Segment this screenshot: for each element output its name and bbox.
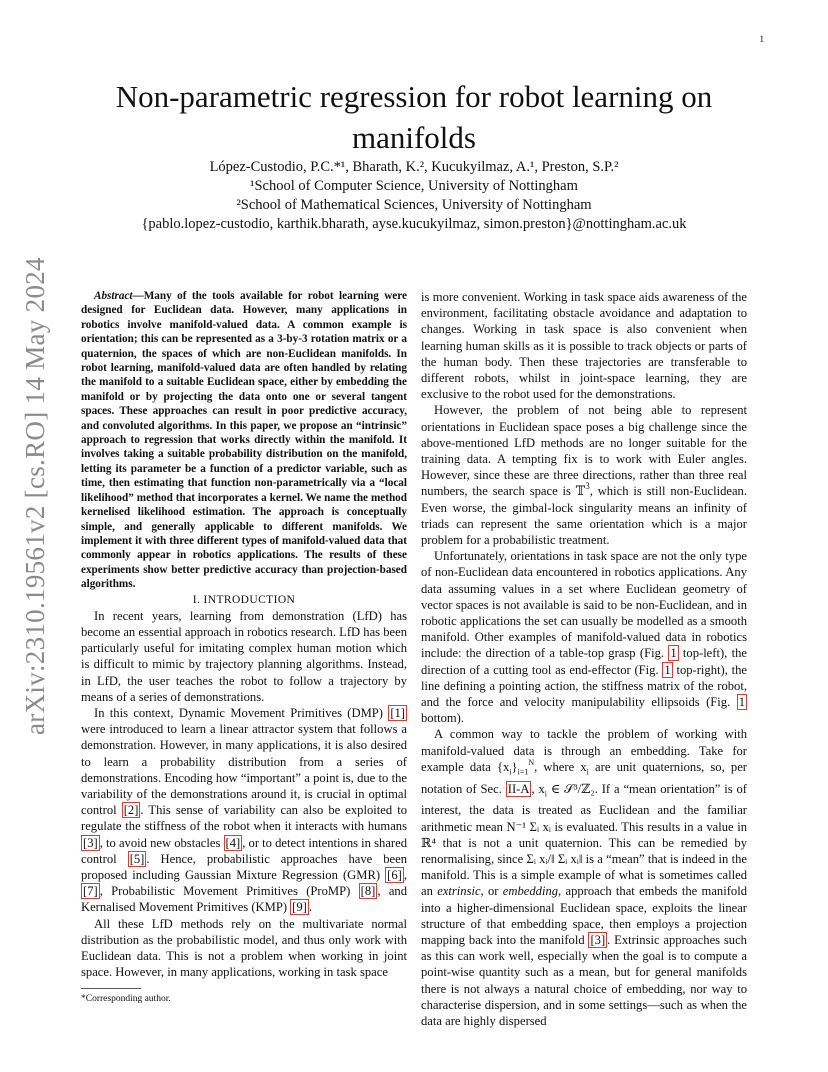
title-line-2: manifolds (352, 120, 476, 155)
citation-link[interactable]: [6] (387, 867, 402, 882)
figure-link[interactable]: 1 (738, 695, 745, 710)
text-run: , and Kernalised Movement Primitives (KMP) (81, 884, 408, 915)
affiliation-1: ¹School of Computer Science, University of Nottingham (250, 178, 578, 194)
text-run: , approach that embeds the manifold into a higher-dimensional Euclidean space, exploits the linear structure of that embedding space, then employs a projection mapping back into the manifold (421, 884, 747, 947)
figure-link[interactable]: 1 (670, 646, 677, 661)
intro-paragraph-2 (81, 705, 407, 916)
author-block (80, 158, 748, 234)
text-run: , (403, 867, 407, 882)
citation-link[interactable]: [2] (123, 803, 139, 818)
text-run: A common way to tackle the problem of working with manifold-valued data is through an embedding. Take for example data {x (421, 727, 747, 774)
affiliation-2: ²School of Mathematical Sciences, University of Nottingham (236, 197, 592, 213)
abstract (81, 289, 407, 592)
arxiv-side-stamp (20, 257, 56, 735)
text-run: are unit quaternions, so, per notation of Sec. (421, 759, 747, 796)
abstract-lead: Abstract (94, 290, 133, 302)
citation-link[interactable]: [7] (83, 884, 98, 899)
italic-term: extrinsic (437, 884, 481, 899)
superscript: N (528, 757, 535, 767)
subscript: i (544, 789, 547, 799)
text-run: . Hence, probabilistic approaches have been proposed including Gaussian Mixture Regression (GMR) (81, 851, 407, 882)
citation-link[interactable]: [9] (292, 900, 307, 915)
page-number: 1 (759, 34, 764, 44)
italic-term: embedding (502, 884, 559, 899)
section-heading-introduction: I. INTRODUCTION (192, 593, 296, 606)
text-run: In this context, Dynamic Movement Primitives (DMP) (94, 705, 389, 720)
citation-link[interactable]: [1] (390, 705, 405, 720)
text-run: However, the problem of not being able to represent orientations in Euclidean space poses a big challenge since the above-mentioned LfD methods are no longer suitable for the training data. A tempting fix is to work with Euler angles. However, since these are three directions, rather than three real numbers, the search space is 𝕋 (421, 403, 747, 499)
subscript: i=1 (517, 767, 529, 777)
subscript: i (509, 767, 512, 777)
text-run: , x (531, 781, 545, 796)
text-run: top-right), the line defining a pointing action, the stiffness matrix of the robot, and the force and velocity manipulability ellipsoids (Fig. (421, 662, 747, 710)
text-run: bottom). (421, 711, 465, 726)
text-run: , to avoid new obstacles (99, 835, 224, 850)
paper-title (80, 76, 748, 158)
right-paragraph-3 (421, 548, 747, 726)
right-paragraph-2 (421, 402, 747, 548)
subscript: i (586, 767, 589, 777)
text-run: Unfortunately, orientations in task space are not the only type of non-Euclidean data encountered in robotics applications. Any data assuming values in a set where Euclidean geometry of vector spaces is not available is said to be non-Euclidean, and in robotic applications the set can usually be modelled as a smooth manifold. Other examples of manifold-valued data in robotics include: the direction of a table-top grasp (Fig. (421, 549, 747, 661)
text-run: . (308, 900, 313, 915)
right-column (421, 289, 747, 1029)
abstract-text: —Many of the tools available for robot learning were designed for Euclidean data. However, many applications in robotics involve manifold-valued data. A common example is orientation; this can be represented as a 3-by-3 rotation matrix or a quaternion, the spaces of which are non-Euclidean manifolds. In robot learning, manifold-valued data are often handled by relating the manifold to a suitable Euclidean space, either by embedding the manifold or by projecting the data onto one or several tangent spaces. These approaches can result in poor predictive accuracy, and convoluted algorithms. In this paper, we propose an “intrinsic” approach to regression that works directly within the manifold. It involves taking a suitable probability distribution on the manifold, letting its parameter be a function of a predictor variable, such as time, then estimating that function non-parametrically via a “local likelihood” method that incorporates a kernel. We name the method kernelised likelihood estimation. The approach is conceptually simple, and generally applicable to different manifolds. We implement it with three different types of manifold-valued data that commonly appear in robotics applications. The results of these experiments show better predictive accuracy than projection-based algorithms. (81, 290, 407, 591)
text-run: , Probabilistic Movement Primitives (ProMP) (99, 884, 359, 899)
right-paragraph-1: is more convenient. Working in task space aids awareness of the environment, facilitating obstacle avoidance and adaptation to changes. Working in task space is also convenient when learning human skills as it is possible to track objects or parts of the human body. Then these trajectories are transferable to different robots, whilst in joint-space learning, they are exclusive to the robot used for the demonstrations. (421, 290, 747, 402)
left-column (81, 289, 407, 980)
text-run: were introduced to learn a linear attractor system that follows a demonstration. However, in many applications, it is also desired to learn a probability distribution from a series of demonstrations. Encoding how “important” a point is, due to the variability of the demonstrations around it, is crucial in optimal control (81, 722, 407, 818)
intro-paragraph-3: All these LfD methods rely on the multivariate normal distribution as the probabilistic model, and thus only work with Euclidean data. This is not a problem when working in joint space. However, in many applications, working in task space (81, 916, 407, 980)
citation-link[interactable]: [5] (129, 851, 145, 866)
intro-paragraph-1: In recent years, learning from demonstration (LfD) has become an essential approach in robotics research. LfD has been particularly useful for imitating complex human motion which is difficult to mimic by trajectory planning algorithms. Instead, in LfD, the user teaches the robot to follow a trajectory by means of a series of demonstrations. (81, 608, 407, 704)
arxiv-identifier: arXiv:2310.19561v2 [cs.RO] 14 May 2024 (20, 257, 50, 735)
text-run: ∈ 𝒮³/ℤ₂. If a “mean orientation” is of interest, the data is treated as Euclidean and the familiar arithmetic mean N⁻¹ Σᵢ xᵢ is evaluated. This results in a value in ℝ⁴ that is not a unit quaternion. This can be remedied by renormalising, since Σᵢ xᵢ/‖ Σᵢ xᵢ‖ is a “mean” that is indeed in the manifold. This is a simple example of what is sometimes called an (421, 781, 748, 899)
text-run: top-left), the direction of a cutting tool as end-effector (Fig. (421, 646, 747, 677)
figure-link[interactable]: 1 (664, 662, 671, 677)
superscript: 3 (585, 481, 590, 492)
text-run: , or to detect intentions in shared control (81, 835, 408, 866)
text-run: , where x (534, 759, 587, 774)
citation-link[interactable]: [4] (225, 835, 241, 850)
right-paragraph-4 (421, 726, 747, 1029)
text-run: , or (480, 884, 503, 899)
citation-link[interactable]: [3] (590, 932, 606, 947)
citation-link[interactable]: [8] (360, 884, 376, 899)
citation-link[interactable]: [3] (83, 835, 98, 850)
author-list: López-Custodio, P.C.*¹, Bharath, K.², Kucukyilmaz, A.¹, Preston, S.P.² (209, 159, 619, 175)
footnote: *Corresponding author. (81, 994, 171, 1004)
title-line-1: Non-parametric regression for robot learning on (115, 79, 713, 114)
text-run: } (511, 759, 518, 774)
footnote-rule (81, 988, 141, 989)
author-emails: {pablo.lopez-custodio, karthik.bharath, ayse.kucukyilmaz, simon.preston}@nottingham.ac.uk (141, 216, 687, 232)
section-link[interactable]: II-A (507, 781, 530, 796)
text-run: . Extrinsic approaches such as this can work well, especially when the goal is to compute a point-wise quantity such as a mean, but for general manifolds there is not always a natural choice of embedding, nor way to characterise dispersion, and in some settings—such as when the data are highly dispersed (421, 932, 747, 1028)
text-run: . This sense of variability can also be exploited to regulate the stiffness of the robot when it interacts with humans (81, 803, 408, 834)
text-run: , which is still non-Euclidean. Even worse, the gimbal-lock singularity means an infinity of triads can represent the same orientation which is a major problem for a probabilistic treatment. (421, 484, 747, 548)
